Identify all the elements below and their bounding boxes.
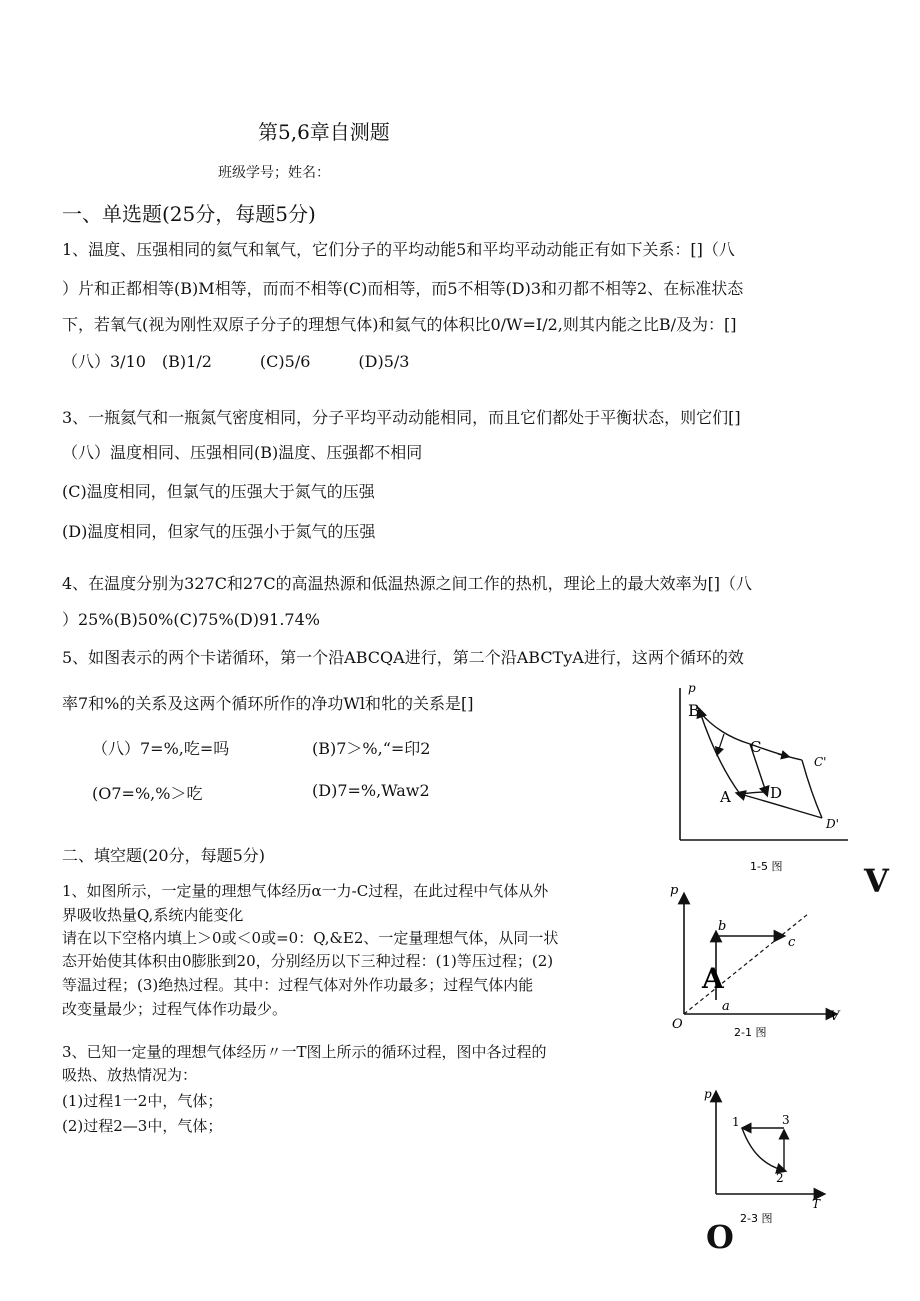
fig21-origin: O — [672, 1017, 683, 1032]
fig15-point-b: B — [688, 701, 700, 720]
section2-line: 1、如图所示，一定量的理想气体经历α一力-C过程，在此过程中气体从外 — [62, 882, 549, 900]
q5-option-a: （八）7=%,吃=吗 — [92, 739, 230, 758]
page-title: 第5,6章自测题 — [258, 120, 390, 144]
section1-line: （八）3/10 (B)1/2 (C)5/6 (D)5/3 — [62, 352, 410, 371]
fig15-isotherm-d-a — [740, 792, 766, 794]
fig23-point-3: 3 — [782, 1113, 790, 1127]
fig15-point-c-prime: C' — [814, 755, 827, 769]
section1-line: ）25%(B)50%(C)75%(D)91.74% — [62, 610, 320, 629]
fig21-point-a: a — [722, 999, 730, 1014]
section1-line: ）片和正都相等(B)M相等，而而不相等(C)而相等，而5不相等(D)3和刃都不相等2、在标准状态 — [62, 279, 744, 298]
figure-1-5 — [668, 682, 854, 878]
class-name-line: 班级学号；姓名： — [218, 165, 330, 181]
fig23-path-12 — [742, 1128, 782, 1170]
fig21-axis-p: p — [670, 883, 679, 898]
stray-letter-o: O — [706, 1218, 734, 1256]
fig21-point-b: b — [718, 919, 727, 934]
fig23-axis-t: T — [812, 1197, 821, 1211]
section1-line: 4、在温度分别为327C和27C的高温热源和低温热源之间工作的热机，理论上的最大效率为[]（八 — [62, 574, 753, 593]
fig15-isotherm-bc — [700, 712, 750, 744]
section1-line: (C)温度相同，但氯气的压强大于氮气的压强 — [62, 482, 375, 501]
fig21-point-c: c — [788, 935, 796, 950]
section2-line: 态开始使其体积由0膨胀到20，分别经历以下三种过程：(1)等压过程；(2) — [62, 952, 554, 970]
figure-2-1 — [668, 880, 848, 1046]
section1-line: 率7和%的关系及这两个循环所作的净功Wl和牝的关系是[] — [62, 694, 474, 713]
section2-line: 3、已知一定量的理想气体经历〃一T图上所示的循环过程，图中各过程的 — [62, 1043, 547, 1061]
fig23-point-2: 2 — [776, 1171, 784, 1185]
fig15-point-a: A — [720, 788, 731, 806]
section1-line: （八）温度相同、压强相同(B)温度、压强都不相同 — [62, 443, 423, 462]
q5-option-b: (B)7＞%,“=印2 — [312, 739, 431, 758]
fig21-overlay-letter: A — [702, 962, 724, 995]
fig15-axis-p: p — [688, 682, 696, 695]
section1-line: 3、一瓶氦气和一瓶氮气密度相同，分子平均平动动能相同，而且它们都处于平衡状态，则它们[] — [62, 408, 741, 427]
stray-letter-v: V — [864, 862, 889, 900]
section2-line: 请在以下空格内填上＞0或＜0或=0：Q,&E2、一定量理想气体，从同一状 — [62, 929, 559, 947]
fig23-point-1: 1 — [732, 1115, 740, 1129]
q5-option-d: (D)7=%,Waw2 — [312, 781, 430, 800]
fig23-caption: 2-3 图 — [740, 1212, 773, 1225]
section2-line: 等温过程；(3)绝热过程。其中：过程气体对外作功最多；过程气体内能 — [62, 976, 534, 994]
figure-2-3 — [700, 1084, 830, 1230]
section1-line: (D)温度相同，但家气的压强小于氮气的压强 — [62, 522, 376, 541]
fig15-adiabat-ab — [700, 712, 740, 794]
section1-line: 5、如图表示的两个卡诺循环，第一个沿ABCQA进行，第二个沿ABCTyA进行，这两个循环的效 — [62, 648, 744, 667]
section2-line: 改变量最少；过程气体作功最少。 — [62, 1000, 288, 1018]
section2-line: (2)过程2—3中，气体； — [62, 1117, 223, 1135]
fig21-caption: 2-1 图 — [734, 1026, 767, 1039]
section1-heading: 一、单选题(25分，每题5分) — [62, 202, 316, 226]
fig21-axis-v: V — [830, 1009, 840, 1024]
fig15-arrow — [718, 734, 724, 752]
q5-option-c: (O7=%,%＞吃 — [92, 784, 203, 803]
fig15-point-d-prime: D' — [826, 817, 839, 831]
section2-line: (1)过程1一2中，气体； — [62, 1092, 223, 1110]
fig15-point-d: D — [770, 784, 783, 802]
section2-line: 吸热、放热情况为： — [62, 1066, 198, 1084]
section2-heading: 二、填空题(20分，每题5分) — [62, 846, 266, 865]
fig15-point-c: C — [750, 738, 762, 756]
fig15-caption: 1-5 图 — [750, 860, 783, 873]
section1-line: 下，若氧气(视为刚性双原子分子的理想气体)和氦气的体积比0/W=I/2,则其内能之比B/及为：[] — [62, 315, 737, 334]
section1-line: 1、温度、压强相同的氦气和氧气，它们分子的平均动能5和平均平动动能正有如下关系：[]（八 — [62, 240, 735, 259]
section2-line: 界吸收热量Q,系统内能变化 — [62, 906, 244, 924]
fig23-axis-p: p — [704, 1087, 712, 1101]
